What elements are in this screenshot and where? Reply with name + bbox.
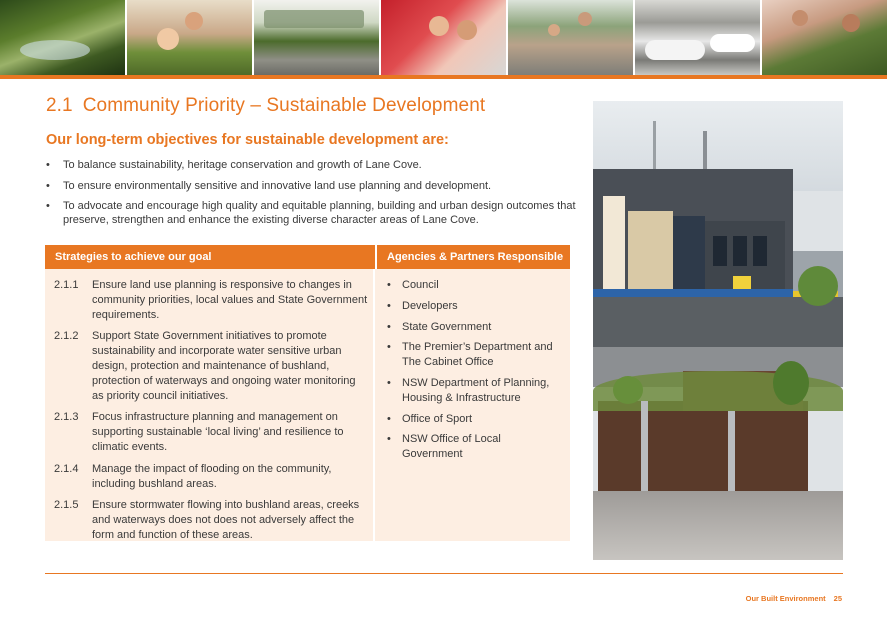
section-number: 2.1	[46, 95, 73, 116]
plaza-photo	[254, 0, 379, 75]
table-header-row	[45, 245, 570, 269]
agency-item: • State Government	[387, 320, 562, 335]
page-footer	[746, 594, 842, 603]
banner-rule	[0, 75, 887, 79]
agency-item: • Developers	[387, 299, 562, 314]
street-planter-photo	[593, 101, 843, 560]
table-body-row	[45, 269, 570, 541]
children-playing-photo	[127, 0, 252, 75]
community-gardening-photo	[762, 0, 887, 75]
footer-rule	[45, 573, 843, 574]
ev-charging-photo	[635, 0, 760, 75]
agencies-header: Agencies & Partners Responsible	[387, 251, 564, 263]
strategy-code: 2.1.2	[54, 330, 79, 343]
strategy-item	[54, 410, 369, 454]
strategy-code: 2.1.4	[54, 462, 79, 475]
family-street-photo	[508, 0, 633, 75]
page-number: 25	[833, 594, 842, 603]
bushland-creek-photo	[0, 0, 125, 75]
photo-banner	[0, 0, 887, 75]
objective-item: • To advocate and encourage high quality and equitable planning, building and urban design outcomes that preserve, strengthen and enhance the existing diverse character areas of Lane Cove.	[46, 199, 576, 227]
strategy-item	[54, 278, 369, 322]
section-title-text: Community Priority – Sustainable Development	[82, 95, 486, 116]
strategy-item	[54, 462, 369, 492]
objectives-subtitle: Our long-term objectives for sustainable development are:	[46, 132, 449, 148]
strategy-text: Ensure land use planning is responsive to changes in community priorities, local values and State Government requirements.	[92, 279, 368, 321]
strategy-item	[54, 329, 369, 403]
objective-item: • To balance sustainability, heritage conservation and growth of Lane Cove.	[46, 158, 576, 172]
agency-item: • Office of Sport	[387, 412, 562, 427]
strategy-text: Ensure stormwater flowing into bushland areas, creeks and waterways does not does not adversely affect the form and function of these areas.	[92, 499, 360, 541]
strategy-text: Focus infrastructure planning and management on supporting sustainable ‘local living’ and resilience to climatic events.	[92, 411, 344, 453]
strategy-item	[54, 498, 369, 542]
agency-item: • The Premier’s Department and The Cabinet Office	[387, 340, 562, 370]
strategy-table	[45, 245, 570, 541]
strategy-code: 2.1.5	[54, 499, 79, 512]
agencies-column	[375, 269, 570, 541]
objective-item: • To ensure environmentally sensitive and innovative land use planning and development.	[46, 179, 576, 193]
agency-item: • NSW Office of Local Government	[387, 432, 562, 462]
strategy-code: 2.1.3	[54, 411, 79, 424]
objectives-list	[46, 158, 576, 234]
strategies-header: Strategies to achieve our goal	[45, 245, 377, 269]
agencies-list	[387, 278, 562, 462]
strategy-text: Support State Government initiatives to promote sustainability and incorporate water sensitive urban design, protection and maintenance of bushland, protection of waterways and ongoing water monitoring as priority council initiatives.	[92, 330, 356, 402]
children-reading-photo	[381, 0, 506, 75]
footer-chapter: Our Built Environment	[745, 594, 826, 603]
section-title	[46, 95, 485, 117]
strategies-column	[45, 269, 375, 541]
strategy-code: 2.1.1	[54, 279, 79, 291]
strategy-text: Manage the impact of flooding on the community, including bushland areas.	[92, 462, 332, 490]
agency-item: • NSW Department of Planning, Housing & Infrastructure	[387, 376, 562, 406]
agency-item: • Council	[387, 278, 562, 293]
